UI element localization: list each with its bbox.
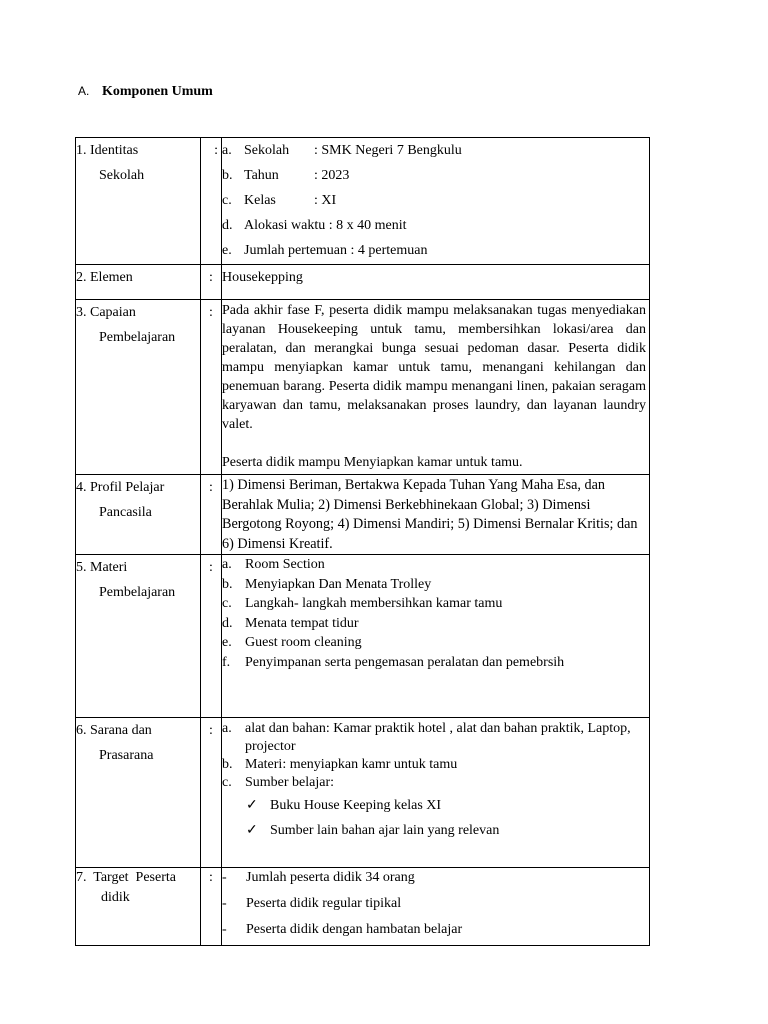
item-letter: a. [222, 143, 232, 158]
label-capaian [76, 300, 201, 475]
label-line-1: 6. Sarana dan [76, 723, 152, 738]
target-list [222, 865, 649, 943]
item-letter: b. [222, 757, 233, 772]
colon: : [201, 718, 222, 868]
item-text: Jumlah peserta didik 34 orang [246, 870, 415, 885]
item-letter: e. [222, 243, 232, 258]
row-materi [76, 555, 650, 718]
target-content [222, 868, 650, 946]
list-item [222, 653, 649, 673]
label-identitas [76, 138, 201, 265]
item-letter: - [222, 870, 227, 885]
list-item [222, 213, 649, 238]
label-profil [76, 475, 201, 555]
item-text: Penyimpanan serta pengemasan peralatan dan pemebrsih [245, 654, 565, 670]
komponen-table [75, 137, 650, 946]
label-line-1: 5. Materi [76, 560, 128, 575]
list-item [222, 818, 649, 843]
label-line-2: Pembelajaran [99, 585, 176, 600]
colon: : [201, 138, 222, 265]
list-item [222, 774, 649, 792]
item-text: Materi: menyiapkan kamr untuk tamu [245, 757, 458, 772]
item-text: alat dan bahan: Kamar praktik hotel , alat dan bahan praktik, Laptop, projector [245, 721, 631, 754]
item-text: Langkah- langkah membersihkan kamar tamu [245, 596, 503, 611]
item-key: Sekolah [244, 143, 290, 158]
sumber-belajar-list [222, 793, 649, 843]
row-sarana [76, 718, 650, 868]
item-text: Sumber belajar: [245, 775, 335, 790]
label-sarana [76, 718, 201, 868]
list-item [222, 555, 649, 575]
item-letter: a. [222, 557, 232, 572]
elemen-value: Housekepping [222, 270, 303, 285]
colon: : [201, 475, 222, 555]
label-line-1: 1. Identitas [76, 143, 139, 158]
item-text: Buku House Keeping kelas XI [270, 798, 442, 813]
list-item [222, 188, 649, 213]
list-item [222, 575, 649, 595]
item-value: Alokasi waktu : 8 x 40 menit [244, 218, 407, 233]
item-letter: c. [222, 596, 232, 611]
label-line-2: didik [101, 890, 130, 905]
list-item [222, 756, 649, 774]
item-text: Sumber lain bahan ajar lain yang relevan [270, 823, 500, 838]
item-text: Room Section [245, 557, 325, 572]
item-text: Peserta didik dengan hambatan belajar [246, 922, 463, 937]
list-item [222, 891, 649, 917]
section-heading [78, 84, 213, 100]
materi-content [222, 555, 650, 718]
item-value: Jumlah pertemuan : 4 pertemuan [244, 243, 428, 258]
list-item [222, 163, 649, 188]
sarana-content [222, 718, 650, 868]
item-letter: b. [222, 576, 233, 592]
item-letter: a. [222, 721, 232, 736]
capaian-paragraph: Pada akhir fase F, peserta didik mampu melaksanakan tugas menyediakan layanan Housekeeping untuk tamu, membersihkan lokasi/area dan peralatan, dan merangkai bunga sesuai pedoman dasar. Peserta didik mampu menyiapkan kamar untuk tamu, menangani kehilangan dan penemuan barang. Peserta didik mampu menangani linen, pakaian seragam karyawan dan tamu, melaksanakan proses laundry, dan layanan laundry valet. [222, 303, 646, 432]
label-line-2: Prasarana [99, 748, 154, 763]
item-text: Menata tempat tidur [245, 615, 359, 631]
colon: : [201, 868, 222, 946]
section-letter: A. [78, 84, 90, 98]
item-letter: - [222, 896, 227, 911]
row-target [76, 868, 650, 946]
checkmark-icon: ✓ [246, 798, 258, 813]
list-item [222, 594, 649, 614]
label-elemen [76, 265, 201, 300]
label-materi [76, 555, 201, 718]
label-line-1: 3. Capaian [76, 305, 136, 320]
row-capaian [76, 300, 650, 475]
list-item [222, 614, 649, 634]
materi-list [222, 555, 649, 672]
capaian-content [222, 300, 650, 475]
label-line-1: 4. Profil Pelajar [76, 480, 165, 495]
row-profil [76, 475, 650, 555]
row-identitas [76, 138, 650, 265]
label-line-1: 2. Elemen [76, 270, 133, 285]
list-item [222, 633, 649, 653]
list-item [222, 720, 649, 756]
item-letter: b. [222, 168, 233, 183]
label-line-2: Pancasila [99, 505, 152, 520]
item-value: : SMK Negeri 7 Bengkulu [314, 143, 462, 158]
item-key: Kelas [244, 193, 276, 208]
item-letter: e. [222, 635, 232, 650]
label-line-2: Pembelajaran [99, 330, 176, 345]
item-text: Peserta didik regular tipikal [246, 896, 402, 911]
capaian-summary: Peserta didik mampu Menyiapkan kamar untuk tamu. [222, 455, 523, 470]
profil-content [222, 475, 650, 555]
list-item [222, 238, 649, 263]
label-line-2: Sekolah [99, 168, 145, 183]
section-title: Komponen Umum [102, 84, 213, 99]
item-letter: f. [222, 654, 231, 670]
item-text: Menyiapkan Dan Menata Trolley [245, 576, 432, 592]
profil-text: 1) Dimensi Beriman, Bertakwa Kepada Tuhan Yang Maha Esa, dan Berahlak Mulia; 2) Dimensi Berkebhinekaan Global; 3) Dimensi Bergotong Royong; 4) Dimensi Mandiri; 5) Dimensi Bernalar Kritis; dan 6) Dimensi Kreatif. [222, 477, 638, 552]
checkmark-icon: ✓ [246, 823, 258, 838]
item-value: : XI [314, 193, 337, 208]
list-item [222, 138, 649, 163]
item-letter: d. [222, 615, 233, 631]
colon: : [201, 555, 222, 718]
item-letter: c. [222, 775, 232, 790]
colon: : [201, 300, 222, 475]
list-item [222, 865, 649, 891]
row-elemen [76, 265, 650, 300]
item-value: : 2023 [314, 168, 350, 183]
item-letter: d. [222, 218, 233, 233]
item-key: Tahun [244, 168, 279, 183]
item-letter: c. [222, 193, 232, 208]
list-item [222, 917, 649, 943]
identitas-content [222, 138, 650, 265]
item-text: Guest room cleaning [245, 635, 362, 650]
sarana-list [222, 720, 649, 792]
label-line-1: 7. Target Peserta [76, 870, 176, 885]
colon: : [201, 265, 222, 300]
item-letter: - [222, 922, 227, 937]
elemen-content [222, 265, 650, 300]
list-item [222, 793, 649, 818]
label-target [76, 868, 201, 946]
